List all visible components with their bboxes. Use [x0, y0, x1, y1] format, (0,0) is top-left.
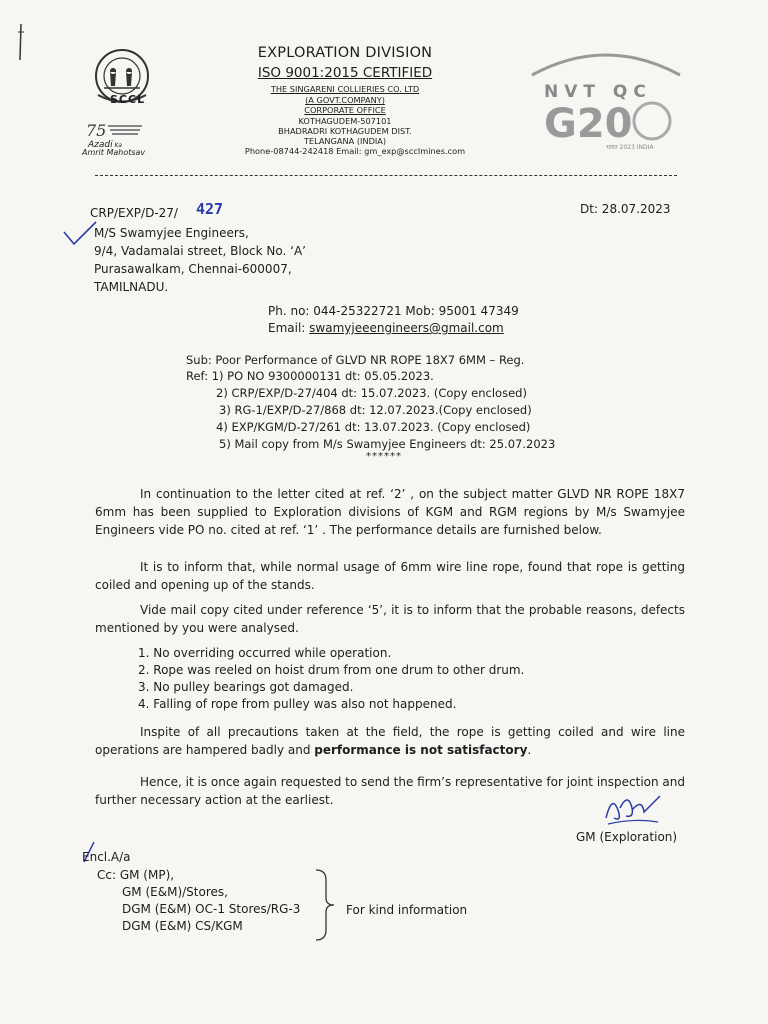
- list-item: 2. Rope was reeled on hoist drum from one drum to other drum.: [138, 663, 525, 677]
- header-divider: [95, 175, 677, 176]
- handwritten-ref-number: 427: [196, 200, 224, 218]
- g20-bottom-text: भारत 2023 INDIA: [606, 144, 654, 151]
- subject-line: Sub: Poor Performance of GLVD NR ROPE 18X7 6MM – Reg.: [186, 353, 525, 367]
- g20-logo-icon: [522, 45, 690, 155]
- address-line: Purasawalkam, Chennai-600007,: [94, 262, 292, 276]
- emphasis-text: performance is not satisfactory: [314, 743, 528, 757]
- azadi-text-line1: Azadi Ka: [88, 140, 122, 150]
- azadi-number: 75: [86, 121, 107, 140]
- office-state: TELANGANA (INDIA): [303, 136, 387, 146]
- office-district: BHADRADRI KOTHAGUDEM DIST.: [278, 126, 412, 136]
- address-line: M/S Swamyjee Engineers,: [94, 226, 249, 240]
- recipient-address: [94, 224, 306, 296]
- body-paragraph-4: Inspite of all precautions taken at the field, the rope is getting coiled and wire line operations are hampered badly and performance is not satisfactory.: [95, 725, 685, 757]
- iso-certification: ISO 9001:2015 CERTIFIED: [257, 65, 433, 81]
- signatory-title: GM (Exploration): [576, 830, 678, 844]
- recipient-contact: [268, 303, 519, 337]
- letter-date: Dt: 28.07.2023: [580, 202, 671, 216]
- corporate-office: CORPORATE OFFICE: [304, 105, 386, 115]
- division-title: EXPLORATION DIVISION: [257, 45, 433, 61]
- azadi-text-line2: Amrit Mahotsav: [82, 148, 146, 157]
- company-name: THE SINGARENI COLLIERIES CO. LTD: [270, 84, 420, 94]
- cc-item: DGM (E&M) CS/KGM: [122, 919, 243, 933]
- letter-reference: CRP/EXP/D-27/: [90, 206, 178, 220]
- separator-stars: ******: [366, 451, 402, 462]
- cc-item: Cc: GM (MP),: [97, 868, 175, 882]
- recipient-phone: Ph. no: 044-25322721 Mob: 95001 47349: [268, 304, 519, 318]
- office-city: KOTHAGUDEM-507101: [298, 116, 392, 126]
- body-paragraph-2: It is to inform that, while normal usage of 6mm wire line rope, found that rope is getting coiled and opening up of the stands.: [95, 560, 685, 592]
- sccl-logo-text: SCCL: [110, 93, 146, 106]
- g20-top-text: NVT QC: [544, 82, 652, 102]
- reference-item: 3) RG-1/EXP/D-27/868 dt: 12.07.2023.(Copy enclosed): [219, 403, 532, 417]
- address-line: TAMILNADU.: [94, 280, 169, 294]
- reference-item: 4) EXP/KGM/D-27/261 dt: 13.07.2023. (Copy enclosed): [216, 420, 531, 434]
- margin-pen-mark: [16, 22, 26, 62]
- signature-icon: [598, 788, 668, 830]
- cc-note: For kind information: [346, 903, 468, 917]
- reference-item: Ref: 1) PO NO 9300000131 dt: 05.05.2023.: [186, 369, 434, 383]
- reference-item: 5) Mail copy from M/s Swamyjee Engineers dt: 25.07.2023: [219, 437, 556, 451]
- list-item: 4. Falling of rope from pulley was also not happened.: [138, 697, 457, 711]
- list-item: 1. No overriding occurred while operation.: [138, 646, 392, 660]
- cc-item: DGM (E&M) OC-1 Stores/RG-3: [122, 902, 301, 916]
- recipient-email-line: Email: swamyjeeengineers@gmail.com: [268, 321, 504, 335]
- analysis-list: [138, 645, 524, 713]
- list-item: 3. No pulley bearings got damaged.: [138, 680, 354, 694]
- body-paragraph-1: In continuation to the letter cited at ref. ‘2’ , on the subject matter GLVD NR ROPE 18X7 6mm has been supplied to Exploration divisions of KGM and RGM regions by M/s Swamyjee Engineers vide PO no. cited at ref. ‘1’ . The performance details are furnished below.: [95, 487, 685, 537]
- reference-item: 2) CRP/EXP/D-27/404 dt: 15.07.2023. (Copy enclosed): [216, 386, 527, 400]
- g20-main-text: G20: [544, 101, 633, 147]
- body-paragraph-3: Vide mail copy cited under reference ‘5’, it is to inform that the probable reasons, defects mentioned by you were analysed.: [95, 603, 685, 635]
- address-line: 9/4, Vadamalai street, Block No. ‘A’: [94, 244, 306, 258]
- cc-item: GM (E&M)/Stores,: [122, 885, 228, 899]
- brace-icon: [312, 868, 342, 942]
- govt-company: (A GOVT.COMPANY): [305, 95, 385, 105]
- recipient-email-link[interactable]: swamyjeeengineers@gmail.com: [309, 321, 504, 335]
- cc-list: [97, 867, 300, 935]
- body-paragraph-5: Hence, it is once again requested to send the firm’s representative for joint inspection and further necessary action at the earliest.: [95, 775, 685, 807]
- phone-email: Phone-08744-242418 Email: gm_exp@sccImines.com: [244, 146, 466, 156]
- enclosure-note: Encl.A/a: [82, 850, 131, 864]
